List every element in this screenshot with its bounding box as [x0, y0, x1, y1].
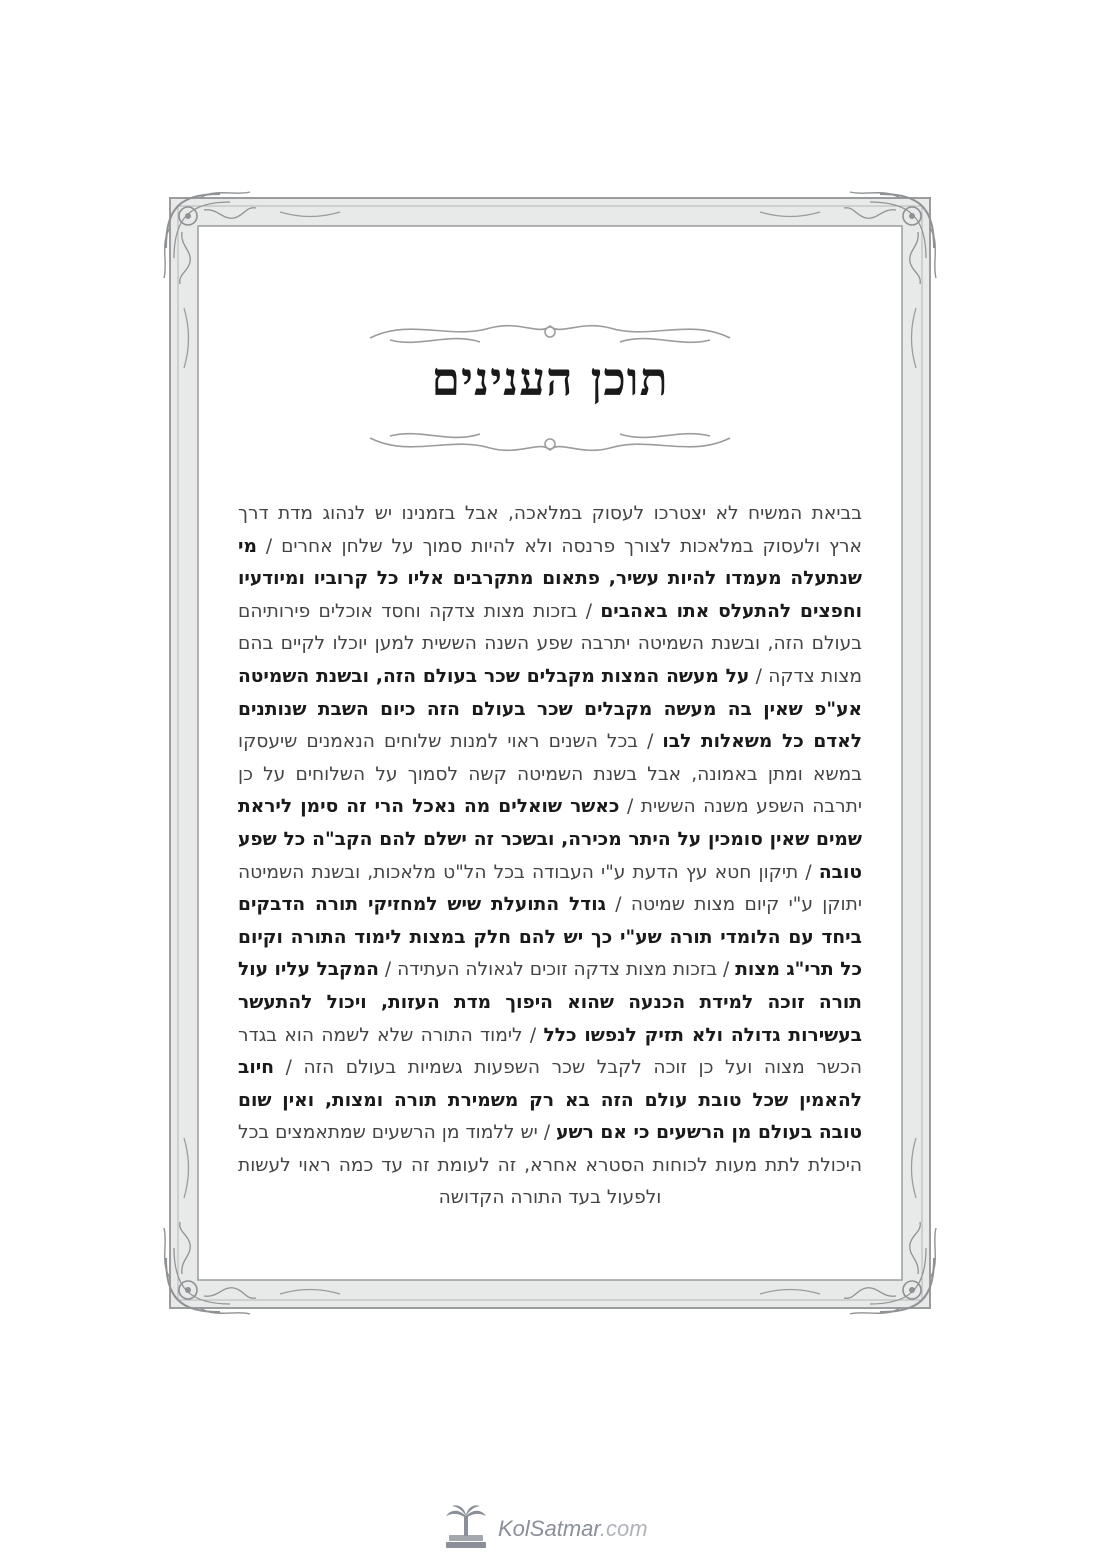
page-title: תוכן הענינים [431, 352, 669, 406]
table-of-contents-text [238, 498, 862, 1215]
brand-name: KolSatmar [498, 1516, 600, 1541]
topic-text: בזכות מצות צדקה זוכים לגאולה העתידה [397, 959, 718, 981]
topic-heading-bold: גודל התועלת שיש למחזיקי תורה הדבקים ביחד עם הלומדי תורה שע"י כך יש להם חלק במצות לימוד התורה וקיום כל תרי"ג מצות [238, 894, 862, 981]
segment-separator: / [256, 535, 282, 557]
segment-separator: / [273, 1057, 304, 1079]
footer-logo [440, 1504, 680, 1554]
segment-separator: / [749, 665, 769, 687]
topic-heading-bold: המקבל עליו עול תורה זוכה למידת הכנעה שהוא היפוך מדת העזות, ויכול להתעשר בעשירות גדולה ולא תזיק לנפשו כלל [238, 959, 862, 1046]
topic-text: בביאת המשיח לא יצטרכו לעסוק במלאכה, אבל בזמנינו יש לנהוג מדת דרך ארץ ולעסוק במלאכות לצורך פרנסה ולא להיות סמוך על שלחן אחרים [238, 503, 862, 557]
segment-separator: / [537, 1122, 557, 1144]
topic-text: בכל השנים ראוי למנות שלוחים הנאמנים שיעסקו במשא ומתן באמונה, אבל בשנת השמיטה קשה לסמוך על השלוחים על כן יתרבה השפע משנה הששית [238, 731, 862, 818]
segment-separator: / [638, 731, 663, 753]
segment-separator: / [605, 894, 631, 916]
topic-heading-bold: כאשר שואלים מה נאכל הרי זה סימן ליראת שמים שאין סומכין על היתר מכירה, ובשכר זה ישלם להם הקב"ה כל שפע טובה [238, 796, 862, 883]
segment-separator: / [522, 1024, 544, 1046]
segment-separator: / [798, 861, 819, 883]
topic-heading-bold: על מעשה המצות מקבלים שכר בעולם הזה, ובשנת השמיטה אע"פ שאין בה מעשה מקבלים שכר בעולם הזה כיום השבת שנותנים לאדם כל משאלות לבו [238, 665, 863, 753]
footer-brand-text [498, 1516, 648, 1542]
topic-text: תיקון חטא עץ הדעת ע"י העבודה בכל הל"ט מלאכות, ובשנת השמיטה יתוקן ע"י קיום מצות שמיטה [238, 861, 862, 916]
segment-separator: / [619, 796, 641, 818]
topic-text: בזכות מצות צדקה וחסד אוכלים פירותיהם בעולם הזה, ובשנת השמיטה יתרבה שפע השנה הששית למען יוכלו לקיים בהם מצות צדקה [238, 600, 862, 687]
segment-separator: / [717, 959, 736, 981]
title-block [160, 310, 940, 460]
brand-suffix: .com [599, 1516, 648, 1541]
segment-separator: / [577, 600, 601, 622]
topic-heading-bold: מי שנתעלה מעמדו להיות עשיר, פתאום מתקרבים אליו כל קרוביו ומיודעיו וחפצים להתעלס אתו באהבים [238, 535, 862, 622]
topic-text: יש ללמוד מן הרשעים שמתאמצים בכל היכולת לתת מעות לכוחות הסטרא אחרא, זה לעומת זה עד כמה ראוי לעשות ולפעול בעד התורה הקדושה [238, 1122, 862, 1209]
palm-tree-book-icon [440, 1504, 492, 1554]
segment-separator: / [378, 959, 398, 981]
topic-text: לימוד התורה שלא לשמה הוא בגדר הכשר מצוה ועל כן זוכה לקבל שכר השפעות גשמיות בעולם הזה [238, 1024, 862, 1079]
topic-heading-bold: חיוב להאמין שכל טובת עולם הזה בא רק משמירת תורה ומצות, ואין שום טובה בעולם מן הרשעים כי אם רשע [238, 1057, 862, 1144]
